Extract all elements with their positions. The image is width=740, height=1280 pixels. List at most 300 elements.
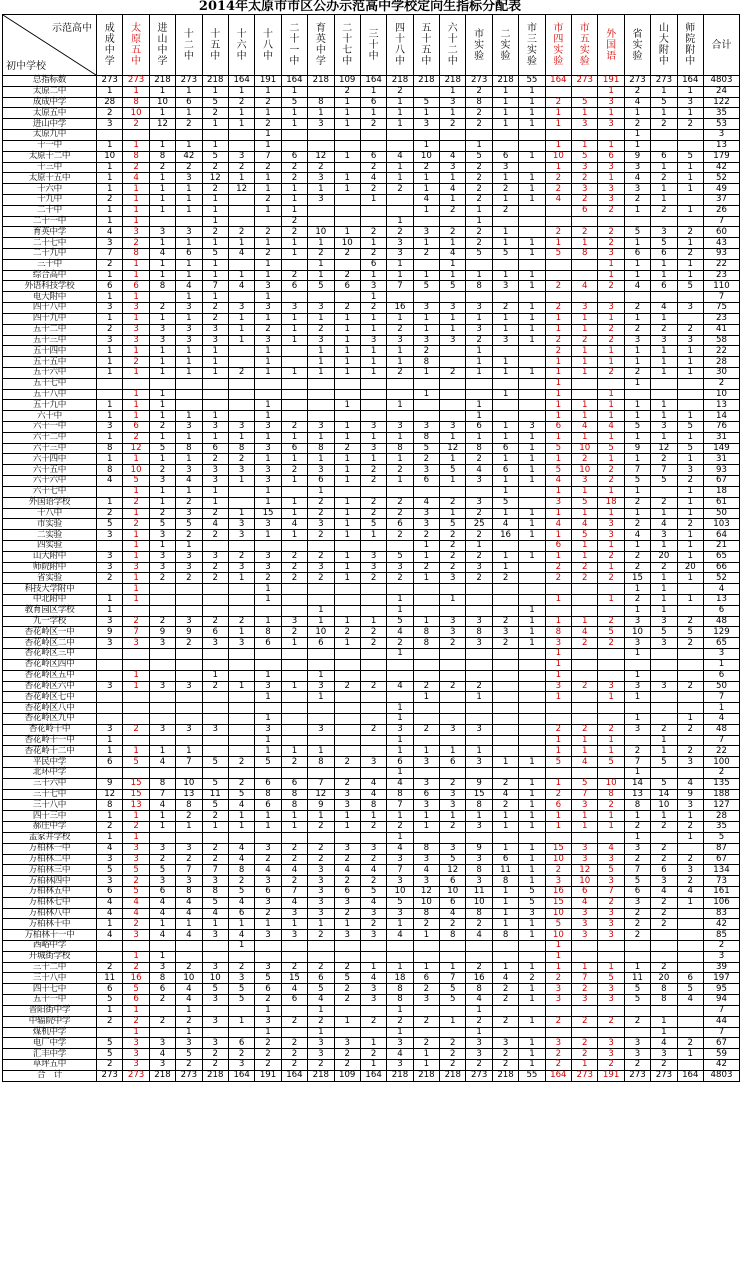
table-cell: 1	[624, 130, 650, 141]
table-cell	[440, 649, 466, 660]
table-cell	[492, 713, 518, 724]
table-cell: 1	[281, 811, 307, 822]
table-cell: 1	[360, 367, 386, 378]
table-cell	[334, 162, 360, 173]
table-cell	[360, 486, 386, 497]
table-cell: 3	[176, 335, 202, 346]
table-cell	[466, 951, 492, 962]
table-cell: 1	[572, 238, 598, 249]
table-cell: 1	[149, 919, 175, 930]
table-cell: 1	[334, 346, 360, 357]
table-cell	[545, 768, 571, 779]
table-cell: 1	[308, 692, 334, 703]
table-cell: 8	[466, 627, 492, 638]
table-row	[3, 194, 740, 205]
table-cell: 2	[176, 854, 202, 865]
table-cell: 4	[440, 249, 466, 260]
table-cell: 3	[176, 465, 202, 476]
table-cell	[255, 216, 281, 227]
table-cell: 3	[651, 530, 677, 541]
table-cell: 10	[545, 930, 571, 941]
table-cell: 1	[624, 605, 650, 616]
table-cell	[308, 389, 334, 400]
table-cell: 2	[281, 854, 307, 865]
table-cell: 1	[255, 822, 281, 833]
table-cell: 1	[334, 465, 360, 476]
table-cell: 8	[651, 995, 677, 1006]
table-cell: 1	[519, 843, 545, 854]
table-cell	[149, 659, 175, 670]
table-row	[3, 1027, 740, 1038]
table-cell: 1	[281, 919, 307, 930]
table-cell: 2	[149, 422, 175, 433]
table-cell	[677, 692, 703, 703]
table-cell	[202, 735, 228, 746]
table-cell: 3	[308, 865, 334, 876]
table-cell: 2	[413, 562, 439, 573]
table-cell: 2	[466, 227, 492, 238]
table-cell: 1	[149, 173, 175, 184]
table-cell	[413, 1005, 439, 1016]
table-cell: 5	[97, 865, 123, 876]
table-cell: 2	[281, 627, 307, 638]
table-cell: 8	[492, 930, 518, 941]
table-cell: 1	[228, 919, 254, 930]
table-cell	[308, 703, 334, 714]
table-cell	[624, 1027, 650, 1038]
table-cell: 1	[281, 681, 307, 692]
table-cell: 1	[97, 205, 123, 216]
table-cell	[651, 486, 677, 497]
table-row	[3, 76, 740, 87]
table-cell: 22	[703, 259, 739, 270]
table-cell	[492, 346, 518, 357]
table-cell: 3	[202, 724, 228, 735]
column-header: 外国语	[598, 15, 624, 76]
table-cell	[519, 216, 545, 227]
table-cell: 1	[360, 313, 386, 324]
table-cell: 10	[572, 443, 598, 454]
table-cell: 1	[97, 605, 123, 616]
table-cell: 1	[123, 746, 149, 757]
table-cell: 2	[308, 1016, 334, 1027]
table-cell: 6	[281, 995, 307, 1006]
table-cell: 2	[123, 162, 149, 173]
table-cell: 1	[651, 1027, 677, 1038]
table-cell: 1	[255, 400, 281, 411]
table-cell: 3	[228, 638, 254, 649]
school-name: 电大附中	[3, 292, 97, 303]
table-cell: 1	[440, 962, 466, 973]
table-cell: 1	[440, 108, 466, 119]
table-cell: 1	[492, 432, 518, 443]
table-cell: 3	[255, 335, 281, 346]
table-cell: 5	[651, 97, 677, 108]
table-cell: 1	[519, 86, 545, 97]
table-cell: 1	[519, 778, 545, 789]
table-cell	[308, 140, 334, 151]
table-cell: 1	[123, 681, 149, 692]
table-cell: 3	[413, 876, 439, 887]
table-cell: 1	[677, 832, 703, 843]
table-cell: 1	[97, 497, 123, 508]
table-cell: 1	[387, 108, 413, 119]
table-cell: 1	[334, 97, 360, 108]
table-cell: 3	[624, 184, 650, 195]
table-cell	[228, 746, 254, 757]
table-cell: 2	[202, 162, 228, 173]
table-cell: 1	[624, 238, 650, 249]
table-cell: 3	[123, 303, 149, 314]
table-cell: 2	[598, 324, 624, 335]
table-cell: 5	[255, 973, 281, 984]
table-row	[3, 259, 740, 270]
table-cell	[598, 659, 624, 670]
table-cell: 1	[677, 432, 703, 443]
table-cell: 6	[598, 151, 624, 162]
school-name: 杏花岭区六中	[3, 681, 97, 692]
table-cell: 15	[123, 778, 149, 789]
table-cell: 2	[176, 573, 202, 584]
table-cell: 2	[651, 562, 677, 573]
table-cell: 5	[202, 151, 228, 162]
table-cell: 2	[677, 616, 703, 627]
table-cell: 2	[228, 962, 254, 973]
table-cell: 1	[281, 108, 307, 119]
table-cell: 4	[703, 584, 739, 595]
table-cell: 1	[413, 184, 439, 195]
table-cell	[440, 692, 466, 703]
table-cell	[492, 659, 518, 670]
table-cell	[176, 951, 202, 962]
table-cell: 1	[149, 346, 175, 357]
table-row	[3, 649, 740, 660]
table-cell: 3	[360, 422, 386, 433]
table-cell	[97, 951, 123, 962]
table-cell: 2	[202, 1049, 228, 1060]
table-cell: 2	[624, 551, 650, 562]
table-cell	[202, 649, 228, 660]
table-cell: 1	[149, 108, 175, 119]
table-cell: 2	[255, 119, 281, 130]
table-cell: 2	[255, 324, 281, 335]
table-cell	[677, 768, 703, 779]
table-cell: 6	[651, 281, 677, 292]
table-cell: 1	[281, 119, 307, 130]
table-cell: 2	[413, 530, 439, 541]
table-cell: 5	[387, 616, 413, 627]
table-cell: 4	[677, 886, 703, 897]
table-cell: 1	[440, 270, 466, 281]
table-cell	[149, 735, 175, 746]
table-cell: 4	[228, 897, 254, 908]
table-cell: 8	[176, 800, 202, 811]
table-cell: 1	[651, 184, 677, 195]
table-cell: 3	[308, 194, 334, 205]
table-cell	[334, 595, 360, 606]
page-title: 2014年太原市市区公办示范高中学校定向生指标分配表	[198, 0, 522, 14]
table-cell: 103	[703, 519, 739, 530]
table-cell: 11	[202, 789, 228, 800]
table-cell: 3	[360, 443, 386, 454]
table-cell	[360, 140, 386, 151]
table-cell: 2	[176, 530, 202, 541]
table-cell: 1	[545, 616, 571, 627]
table-cell: 5	[677, 443, 703, 454]
table-cell: 11	[624, 973, 650, 984]
school-name: 平民中学	[3, 757, 97, 768]
table-cell: 1	[202, 205, 228, 216]
table-cell: 1	[149, 86, 175, 97]
table-cell: 1	[176, 367, 202, 378]
table-cell	[176, 768, 202, 779]
table-row	[3, 86, 740, 97]
table-cell: 4	[651, 1038, 677, 1049]
table-cell: 7	[624, 865, 650, 876]
table-cell: 26	[703, 205, 739, 216]
table-cell	[677, 843, 703, 854]
table-cell: 1	[387, 919, 413, 930]
table-cell: 3	[176, 227, 202, 238]
table-cell	[255, 378, 281, 389]
table-cell: 2	[149, 303, 175, 314]
table-cell: 1	[334, 184, 360, 195]
table-cell	[413, 832, 439, 843]
table-cell: 3	[176, 551, 202, 562]
table-cell	[202, 746, 228, 757]
table-cell	[651, 378, 677, 389]
table-cell: 8	[281, 789, 307, 800]
table-cell	[677, 1005, 703, 1016]
table-cell	[466, 670, 492, 681]
table-cell	[413, 605, 439, 616]
table-cell: 1	[492, 270, 518, 281]
table-cell: 3	[677, 465, 703, 476]
table-cell: 6	[308, 476, 334, 487]
table-cell	[572, 713, 598, 724]
table-cell	[255, 951, 281, 962]
table-cell: 2	[624, 562, 650, 573]
table-cell: 1	[466, 1027, 492, 1038]
table-row	[3, 486, 740, 497]
table-cell	[413, 941, 439, 952]
table-cell	[519, 692, 545, 703]
table-cell: 2	[466, 454, 492, 465]
table-cell	[387, 411, 413, 422]
table-cell: 2	[492, 778, 518, 789]
table-cell: 6	[545, 800, 571, 811]
table-cell: 5	[440, 984, 466, 995]
table-cell: 1	[545, 822, 571, 833]
table-cell: 218	[440, 76, 466, 87]
table-cell: 1	[466, 811, 492, 822]
table-cell: 4	[466, 930, 492, 941]
table-cell: 12	[308, 789, 334, 800]
table-cell: 3	[97, 422, 123, 433]
table-cell: 1	[624, 670, 650, 681]
table-cell: 1	[651, 346, 677, 357]
table-cell: 7	[123, 627, 149, 638]
table-cell	[228, 216, 254, 227]
table-cell: 3	[466, 1038, 492, 1049]
table-cell: 12	[572, 865, 598, 876]
table-cell	[228, 130, 254, 141]
table-cell: 3	[466, 822, 492, 833]
table-cell: 1	[519, 465, 545, 476]
table-cell: 1	[123, 1005, 149, 1016]
table-cell: 2	[360, 638, 386, 649]
table-cell: 3	[413, 508, 439, 519]
table-cell: 10	[123, 108, 149, 119]
table-cell: 2	[334, 908, 360, 919]
table-cell: 3	[334, 789, 360, 800]
table-cell: 1	[624, 962, 650, 973]
table-cell	[651, 659, 677, 670]
table-cell	[572, 659, 598, 670]
table-cell: 3	[149, 876, 175, 887]
table-cell: 1	[308, 454, 334, 465]
table-cell: 3	[651, 335, 677, 346]
table-cell: 5	[545, 919, 571, 930]
table-cell: 4	[360, 897, 386, 908]
table-cell: 3	[413, 335, 439, 346]
table-cell	[677, 649, 703, 660]
table-cell: 2	[228, 757, 254, 768]
table-cell: 1	[624, 540, 650, 551]
table-cell: 188	[703, 789, 739, 800]
table-cell: 1	[624, 108, 650, 119]
table-cell: 6	[255, 638, 281, 649]
table-cell: 48	[703, 616, 739, 627]
table-cell	[598, 1027, 624, 1038]
table-cell: 1	[387, 962, 413, 973]
table-cell: 1	[387, 173, 413, 184]
table-cell: 11	[492, 865, 518, 876]
table-cell: 1	[149, 411, 175, 422]
table-cell	[519, 400, 545, 411]
table-cell: 83	[703, 908, 739, 919]
table-cell	[440, 130, 466, 141]
table-cell: 13	[703, 140, 739, 151]
table-cell: 2	[440, 497, 466, 508]
table-cell: 1	[123, 551, 149, 562]
table-cell: 1	[281, 476, 307, 487]
table-cell	[572, 216, 598, 227]
table-cell: 1	[413, 108, 439, 119]
table-cell	[519, 573, 545, 584]
table-cell	[492, 140, 518, 151]
table-cell	[545, 1005, 571, 1016]
table-cell: 5	[466, 249, 492, 260]
table-cell: 2	[598, 573, 624, 584]
table-cell: 2	[281, 216, 307, 227]
table-cell: 2	[334, 1059, 360, 1070]
table-cell	[97, 670, 123, 681]
table-cell: 3	[440, 97, 466, 108]
table-cell: 164	[545, 1070, 571, 1081]
table-cell: 1	[519, 97, 545, 108]
table-cell: 1	[149, 389, 175, 400]
table-cell	[228, 649, 254, 660]
table-cell: 1	[255, 313, 281, 324]
table-cell: 1	[572, 140, 598, 151]
table-cell: 1	[519, 638, 545, 649]
table-cell	[545, 1027, 571, 1038]
table-cell	[334, 605, 360, 616]
table-row	[3, 984, 740, 995]
table-cell: 43	[703, 238, 739, 249]
table-cell: 11	[97, 973, 123, 984]
table-cell	[440, 605, 466, 616]
table-cell: 1	[545, 778, 571, 789]
table-cell: 10	[703, 389, 739, 400]
table-cell: 3	[651, 616, 677, 627]
table-cell: 6	[149, 886, 175, 897]
table-cell: 1	[492, 173, 518, 184]
table-cell: 3	[360, 281, 386, 292]
table-cell	[281, 735, 307, 746]
table-cell: 1	[176, 313, 202, 324]
table-cell: 1	[572, 540, 598, 551]
table-cell: 2	[387, 367, 413, 378]
table-cell: 3	[387, 1038, 413, 1049]
table-cell: 3	[97, 876, 123, 887]
table-cell: 2	[387, 822, 413, 833]
table-cell: 1	[492, 486, 518, 497]
table-cell: 2	[281, 1049, 307, 1060]
table-cell: 58	[703, 335, 739, 346]
table-cell: 3	[466, 757, 492, 768]
column-header: 市五实验	[572, 15, 598, 76]
school-name: 省实验	[3, 573, 97, 584]
table-cell: 1	[519, 194, 545, 205]
school-name: 草坪五中	[3, 1059, 97, 1070]
school-name: 二十一中	[3, 216, 97, 227]
table-cell: 2	[308, 497, 334, 508]
table-cell: 2	[123, 497, 149, 508]
school-name: 四十九中	[3, 313, 97, 324]
table-cell: 2	[123, 1016, 149, 1027]
table-cell: 64	[703, 530, 739, 541]
school-name: 十八中	[3, 508, 97, 519]
table-cell: 2	[545, 573, 571, 584]
table-cell: 1	[334, 476, 360, 487]
table-cell: 1	[492, 97, 518, 108]
table-cell: 3	[97, 303, 123, 314]
table-cell	[97, 540, 123, 551]
table-cell: 1	[308, 346, 334, 357]
table-cell: 2	[572, 1049, 598, 1060]
table-cell: 2	[281, 227, 307, 238]
table-cell	[466, 130, 492, 141]
table-cell: 1	[123, 346, 149, 357]
table-row	[3, 713, 740, 724]
table-cell: 1	[519, 367, 545, 378]
table-cell: 1	[387, 216, 413, 227]
table-cell: 2	[123, 519, 149, 530]
table-cell	[176, 941, 202, 952]
table-row	[3, 432, 740, 443]
table-cell: 3	[703, 130, 739, 141]
table-cell: 1	[255, 432, 281, 443]
table-cell: 4	[651, 303, 677, 314]
table-cell: 2	[413, 1038, 439, 1049]
table-cell	[281, 486, 307, 497]
school-name: 三十二中	[3, 962, 97, 973]
table-cell: 2	[440, 1049, 466, 1060]
table-cell	[413, 584, 439, 595]
table-cell: 1	[651, 86, 677, 97]
